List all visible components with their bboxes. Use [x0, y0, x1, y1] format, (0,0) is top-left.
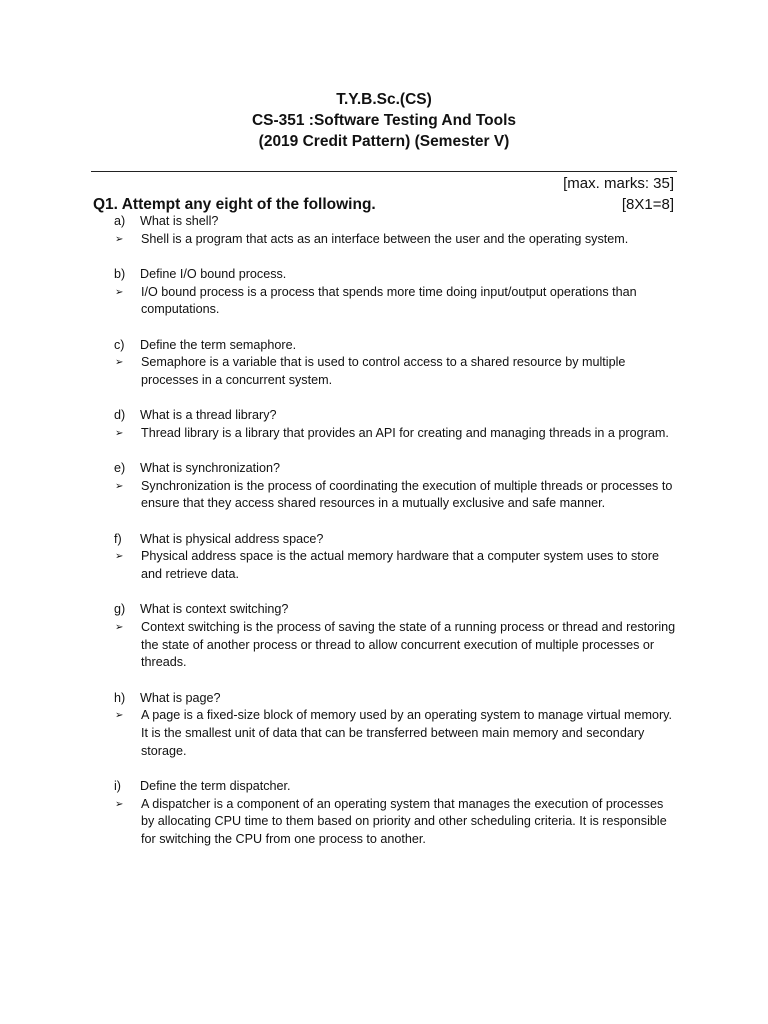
sub-question-text: Define the term semaphore.	[140, 337, 297, 352]
question-item	[114, 213, 679, 248]
sub-question-row	[114, 601, 679, 619]
answer-text: A page is a fixed-size block of memory used by an operating system to manage virtual memory. It is the smallest unit of data that can be transferred between main memory and secondary storage.	[141, 708, 673, 758]
sub-question-text: What is physical address space?	[140, 531, 324, 546]
sub-question-text: What is page?	[140, 690, 221, 705]
sub-question-row	[114, 531, 679, 549]
answer-text: A dispatcher is a component of an operating system that manages the execution of processes by allocating CPU time to them based on priority and other scheduling criteria. It is responsible for switching the CPU from one process to another.	[141, 796, 667, 846]
answer-text: Shell is a program that acts as an interface between the user and the operating system.	[141, 231, 629, 246]
question-item	[114, 531, 679, 584]
sub-question-label: f)	[114, 531, 122, 546]
arrowhead-bullet-icon: ➢	[115, 357, 124, 369]
sub-question-text: Define I/O bound process.	[140, 266, 287, 281]
arrowhead-bullet-icon: ➢	[115, 286, 124, 298]
arrowhead-bullet-icon: ➢	[115, 621, 124, 633]
arrowhead-bullet-icon: ➢	[115, 480, 124, 492]
answer-row	[114, 619, 679, 672]
sub-question-text: What is context switching?	[140, 602, 289, 617]
answer-row	[114, 354, 679, 389]
question-item	[114, 601, 679, 672]
sub-question-label: e)	[114, 461, 126, 476]
course-class: T.Y.B.Sc.(CS)	[336, 91, 432, 108]
sub-question-label: b)	[114, 266, 126, 281]
answer-row	[114, 548, 679, 583]
answer-row	[114, 796, 679, 849]
sub-question-row	[114, 690, 679, 708]
sub-question-label: i)	[114, 778, 121, 793]
max-marks: [max. marks: 35]	[563, 175, 674, 192]
question-item	[114, 266, 679, 319]
sub-question-label: h)	[114, 690, 126, 705]
arrowhead-bullet-icon: ➢	[115, 798, 124, 810]
sub-question-row	[114, 266, 679, 284]
arrowhead-bullet-icon: ➢	[115, 427, 124, 439]
sub-question-row	[114, 407, 679, 425]
sub-question-label: c)	[114, 337, 125, 352]
sub-question-row	[114, 778, 679, 796]
answer-text: Synchronization is the process of coordinating the execution of multiple threads or processes to ensure that they access shared resources in a mutually exclusive and safe manner.	[141, 478, 673, 511]
sub-question-label: g)	[114, 602, 126, 617]
question-marks: [8X1=8]	[621, 196, 674, 213]
answer-row	[114, 231, 679, 249]
question-item	[114, 778, 679, 849]
arrowhead-bullet-icon: ➢	[115, 710, 124, 722]
arrowhead-bullet-icon: ➢	[115, 551, 124, 563]
sub-question-row	[114, 460, 679, 478]
question-item	[114, 460, 679, 513]
document-header	[0, 89, 768, 152]
course-title: CS-351 :Software Testing And Tools	[251, 112, 517, 129]
sub-question-text: What is synchronization?	[140, 461, 280, 476]
answer-text: Thread library is a library that provides an API for creating and managing threads in a program.	[141, 425, 669, 440]
header-divider	[91, 171, 677, 172]
sub-question-text: What is shell?	[140, 214, 219, 228]
sub-question-label: d)	[114, 408, 126, 423]
question-list	[114, 213, 679, 866]
answer-text: Physical address space is the actual memory hardware that a computer system uses to store and retrieve data.	[141, 549, 659, 582]
sub-question-text: Define the term dispatcher.	[140, 778, 291, 793]
question-item	[114, 337, 679, 390]
answer-row	[114, 425, 679, 443]
answer-row	[114, 478, 679, 513]
question-title: Q1. Attempt any eight of the following.	[93, 196, 376, 213]
question-item	[114, 407, 679, 442]
arrowhead-bullet-icon: ➢	[115, 233, 124, 245]
sub-question-row	[114, 213, 679, 231]
answer-text: Context switching is the process of saving the state of a running process or thread and restoring the state of another process or thread to allow concurrent execution of multiple processes or threads.	[141, 619, 676, 670]
answer-row	[114, 707, 679, 760]
answer-text: I/O bound process is a process that spends more time doing input/output operations than computations.	[141, 284, 637, 317]
sub-question-row	[114, 337, 679, 355]
course-pattern: (2019 Credit Pattern) (Semester V)	[258, 133, 510, 150]
sub-question-text: What is a thread library?	[140, 408, 277, 423]
answer-text: Semaphore is a variable that is used to control access to a shared resource by multiple processes in a concurrent system.	[141, 355, 626, 387]
answer-row	[114, 284, 679, 319]
question-item	[114, 690, 679, 761]
sub-question-label: a)	[114, 214, 126, 228]
